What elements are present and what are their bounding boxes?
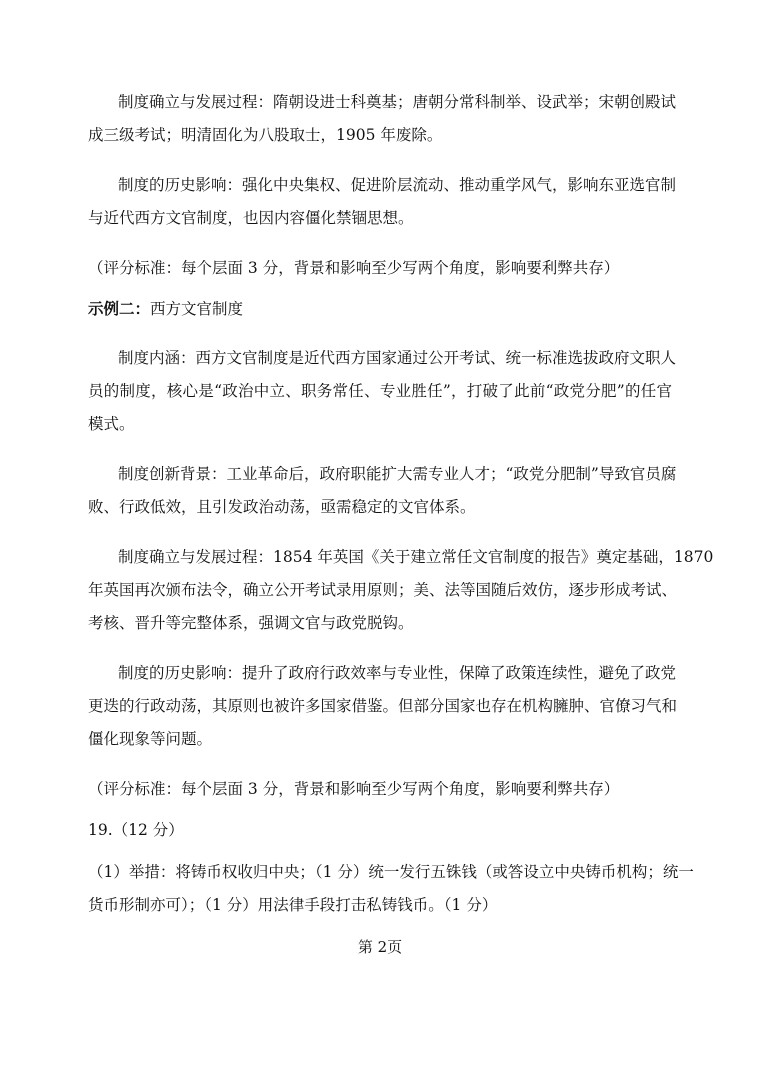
scoring-note-1: （评分标准：每个层面 3 分，背景和影响至少写两个角度，影响要利弊共存） [88, 259, 620, 277]
para-western-establish-line-3: 考核、晋升等完整体系，强调文官与政党脱钩。 [88, 614, 414, 632]
answer-1-line-2: 货币形制亦可）；（1 分）用法律手段打击私铸钱币。（1 分） [88, 896, 498, 914]
para-connotation-line-3: 模式。 [88, 415, 135, 433]
answer-1-line-1: （1）举措：将铸币权收归中央；（1 分）统一发行五铢钱（或答设立中央铸币机构；统一 [88, 863, 694, 881]
example-two-title: 西方文官制度 [150, 300, 244, 318]
scoring-note-2: （评分标准：每个层面 3 分，背景和影响至少写两个角度，影响要利弊共存） [88, 780, 620, 798]
para-connotation-line-2: 员的制度，核心是“政治中立、职务常任、专业胜任”，打破了此前“政党分肥”的任官 [88, 382, 672, 400]
para-background-line-2: 败、行政低效，且引发政治动荡，亟需稳定的文官体系。 [88, 498, 476, 516]
page-number: 第 2页 [357, 938, 403, 956]
para-background-line-1: 制度创新背景：工业革命后，政府职能扩大需专业人才；“政党分肥制”导致官员腐 [118, 465, 677, 483]
example-two-heading [88, 299, 760, 319]
para-impact-line-2: 与近代西方文官制度，也因内容僵化禁锢思想。 [88, 209, 414, 227]
para-western-impact-line-3: 僵化现象等问题。 [88, 730, 213, 748]
para-impact-line-1: 制度的历史影响：强化中央集权、促进阶层流动、推动重学风气，影响东亚选官制 [118, 176, 677, 194]
question-19-heading: 19.（12 分） [88, 821, 184, 839]
example-two-label: 示例二： [88, 299, 151, 318]
para-western-impact-line-2: 更迭的行政动荡，其原则也被许多国家借鉴。但部分国家也存在机构臃肿、官僚习气和 [88, 697, 678, 715]
para-western-impact-line-1: 制度的历史影响：提升了政府行政效率与专业性，保障了政策连续性，避免了政党 [118, 664, 677, 682]
para-western-establish-line-1: 制度确立与发展过程：1854 年英国《关于建立常任文官制度的报告》奠定基础，1870 [118, 548, 714, 566]
para-connotation-line-1: 制度内涵：西方文官制度是近代西方国家通过公开考试、统一标准选拔政府文职人 [118, 349, 677, 367]
para-establish-line-1: 制度确立与发展过程：隋朝设进士科奠基；唐朝分常科制举、设武举；宋朝创殿试 [118, 93, 677, 111]
para-western-establish-line-2: 年英国再次颁布法令，确立公开考试录用原则；美、法等国随后效仿，逐步形成考试、 [88, 581, 678, 599]
para-establish-line-2: 成三级考试；明清固化为八股取士，1905 年废除。 [88, 126, 443, 144]
